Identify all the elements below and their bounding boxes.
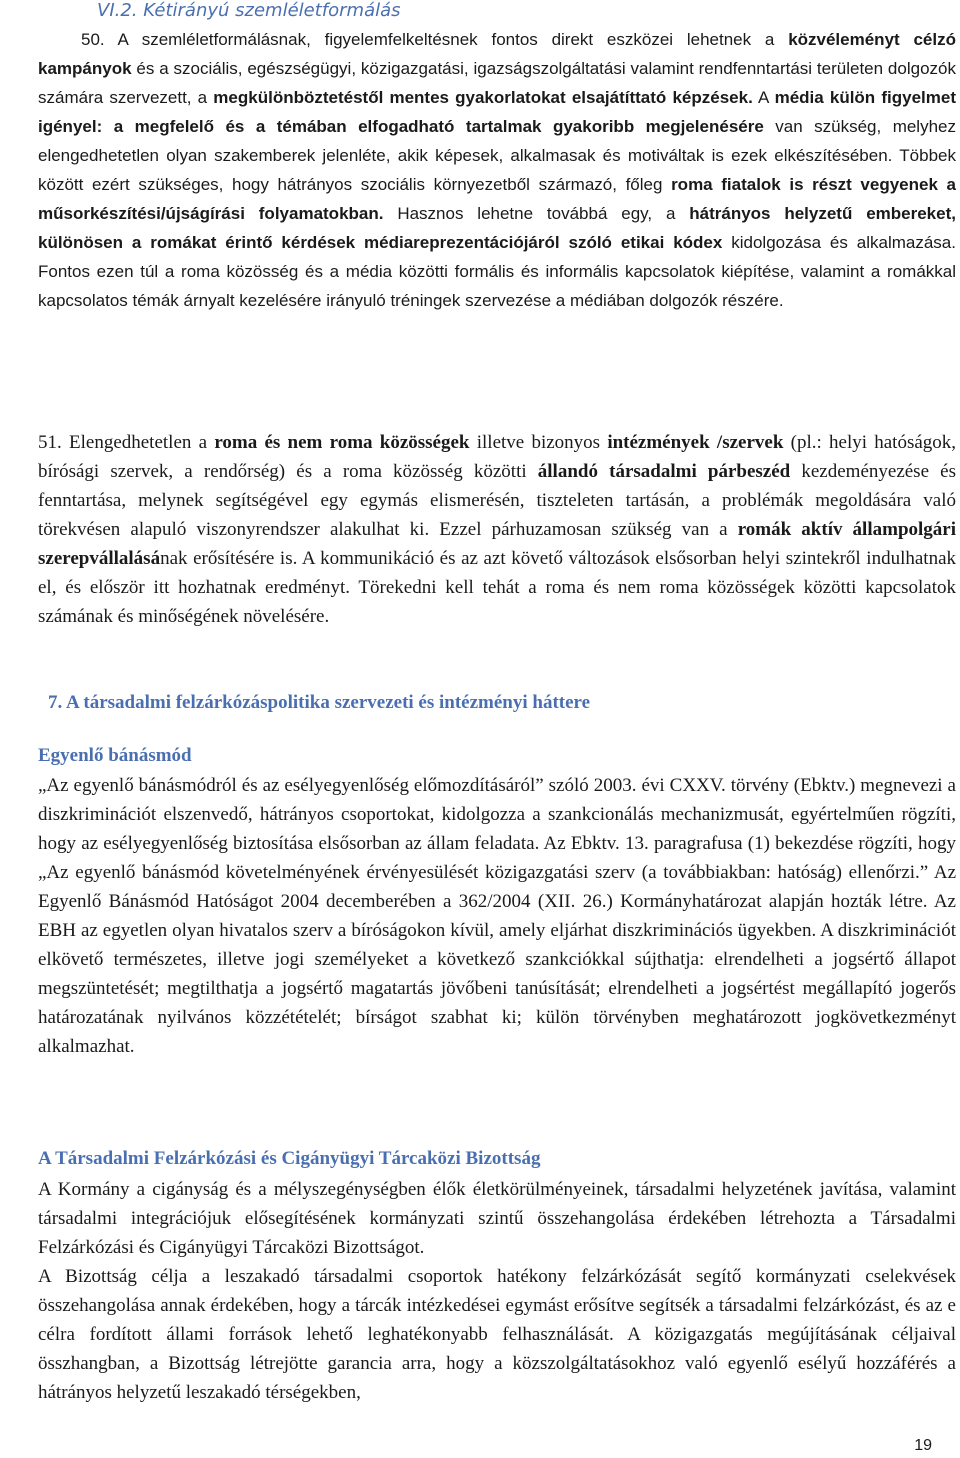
text-run: kidolgozása és alkalmazása. Fontos ezen túl a roma közösség és a média közötti formális és informális kapcsolatok kiépítése, valamint a romákkal kapcsolatos témák árnyalt kezelésére irányuló tréningek szervezése a médiában dolgozók részére. xyxy=(38,233,956,310)
text-run: A szemléletformálásnak, figyelemfelkeltésnek fontos direkt eszközei lehetnek a xyxy=(117,30,775,49)
text-run: kezdeményezése és fenntartása, melynek segítségével egy egymás elismerésén, tiszteleten tartásán, a problémák megoldására való törekvésen alapuló viszonyrendszer alakulhat ki. Ezzel párhuzamosan szükség van a xyxy=(38,461,956,540)
text-run: és a szociális, egészségügyi, közigazgatási, igazságszolgáltatási valamint rendfenntartási területen dolgozók számára szervezett, a xyxy=(38,59,956,107)
text-run: (pl.: helyi hatóságok, bírósági szervek, a rendőrség) és a roma közösség közötti xyxy=(38,432,957,482)
text-run: Elengedhetetlen a xyxy=(69,432,208,453)
section-heading: VI.2. Kétirányú szemléletformálás xyxy=(97,0,401,21)
page-number: 19 xyxy=(914,1437,932,1454)
paragraph-number: 51. xyxy=(38,432,62,453)
paragraph-50 xyxy=(38,25,956,315)
text-run: Hasznos lehetne továbbá egy, a xyxy=(397,204,676,223)
text-run: van szükség, melyhez elengedhetetlen olyan szakemberek jelenléte, akik képesek, alkalmasak és motiváltak is ezek elkészítésében. Többek között ezért szükséges, hogy hátrányos szociális környezetből származó, főleg xyxy=(38,117,956,194)
emphasis: romák aktív állampolgári szerepvállalásá xyxy=(38,519,957,569)
emphasis: állandó társadalmi párbeszéd xyxy=(537,461,791,482)
emphasis: közvéleményt célzó kampányok xyxy=(38,30,956,78)
subheading-egyenlo-banasmod: Egyenlő bánásmód xyxy=(38,745,192,766)
emphasis: megkülönböztetéstől mentes gyakorlatokat elsajátíttató képzések. xyxy=(213,88,753,107)
subheading-bizottsag: A Társadalmi Felzárkózási és Cigányügyi Tárcaközi Bizottság xyxy=(38,1148,541,1169)
emphasis: média külön figyelmet igényel: a megfelelő és a témában elfogadható tartalmak gyakoribb megjelenésére xyxy=(38,88,956,136)
text-run: nak erősítésére is. A kommunikáció és az azt követő változások elsősorban helyi szintekről indulhatnak el, és először itt hozhatnak eredményt. Törekedni kell tehát a roma és nem roma közösségek közötti kapcsolatok számának és minőségének növelésére. xyxy=(38,548,956,627)
text-run: illetve bizonyos xyxy=(476,432,601,453)
emphasis: hátrányos helyzetű embereket, különösen a romákat érintő kérdések médiareprezentációjáról szóló etikai kódex xyxy=(38,204,956,252)
chapter-heading: 7. A társadalmi felzárkózáspolitika szervezeti és intézményi háttere xyxy=(48,692,591,713)
paragraph-51 xyxy=(38,428,956,631)
emphasis: intézmények /szervek xyxy=(607,432,784,453)
text-run: A xyxy=(758,88,769,107)
paragraph-bizottsag-1: A Kormány a cigányság és a mélyszegénységben élők életkörülményeinek, társadalmi helyzetének javítása, valamint társadalmi integrációjuk elősegítésének kormányzati szintű összehangolása érdekében létrehozta a Társadalmi Felzárkózási és Cigányügyi Tárcaközi Bizottságot. xyxy=(38,1179,956,1258)
paragraph-bizottsag-2: A Bizottság célja a leszakadó társadalmi csoportok hatékony felzárkózását segítő kormányzati cselekvések összehangolása annak érdekében, hogy a tárcák intézkedései egymást erősítve segítsék a társadalmi felzárkózást, és az e célra fordított állami források lehető leghatékonyabb felhasználását. A közigazgatás megújításának céljaival összhangban, a Bizottság létrejötte garancia arra, hogy a közszolgáltatásokhoz való egyenlő esélyű hozzáférés a hátrányos helyzetű leszakadó térségekben, xyxy=(38,1266,956,1403)
paragraph-egyenlo-banasmod: „Az egyenlő bánásmódról és az esélyegyenlőség előmozdításáról” szóló 2003. évi CXXV. törvény (Ebktv.) megnevezi a diszkriminációt elszenvedő, hátrányos csoportokat, kidolgozza a szankcionálás mechanizmusát, egyértelműen rögzíti, hogy az esélyegyenlőség biztosítása elsősorban az állam feladata. Az Ebktv. 13. paragrafusa (1) bekezdése rögzíti, hogy „Az egyenlő bánásmód követelményének érvényesülését közigazgatási szerv (a továbbiakban: hatóság) ellenőrzi.” Az Egyenlő Bánásmód Hatóságot 2004 decemberében a 362/2004 (XII. 26.) Kormányhatározat alapján hozták létre. Az EBH az egyetlen olyan hivatalos szerv a bíróságokon kívül, amely eljárhat diszkriminációs ügyekben. A diszkriminációt elkövető természetes, illetve jogi személyeket a következő szankciókkal sújthatja: elrendelheti a jogsértő állapot megszüntetését; megtilthatja a jogsértő magatartás jövőbeni tanúsítását; elrendelheti a jogsértést megállapító jogerős határozatának nyilvános közzétételét; bírságot szabhat ki; külön törvényben meghatározott jogkövetkezményt alkalmazhat. xyxy=(38,775,956,1057)
emphasis: roma fiatalok is részt vegyenek a műsorkészítési/újságírási folyamatokban. xyxy=(38,175,956,223)
paragraph-number: 50. xyxy=(81,30,105,49)
emphasis: roma és nem roma közösségek xyxy=(214,432,470,453)
